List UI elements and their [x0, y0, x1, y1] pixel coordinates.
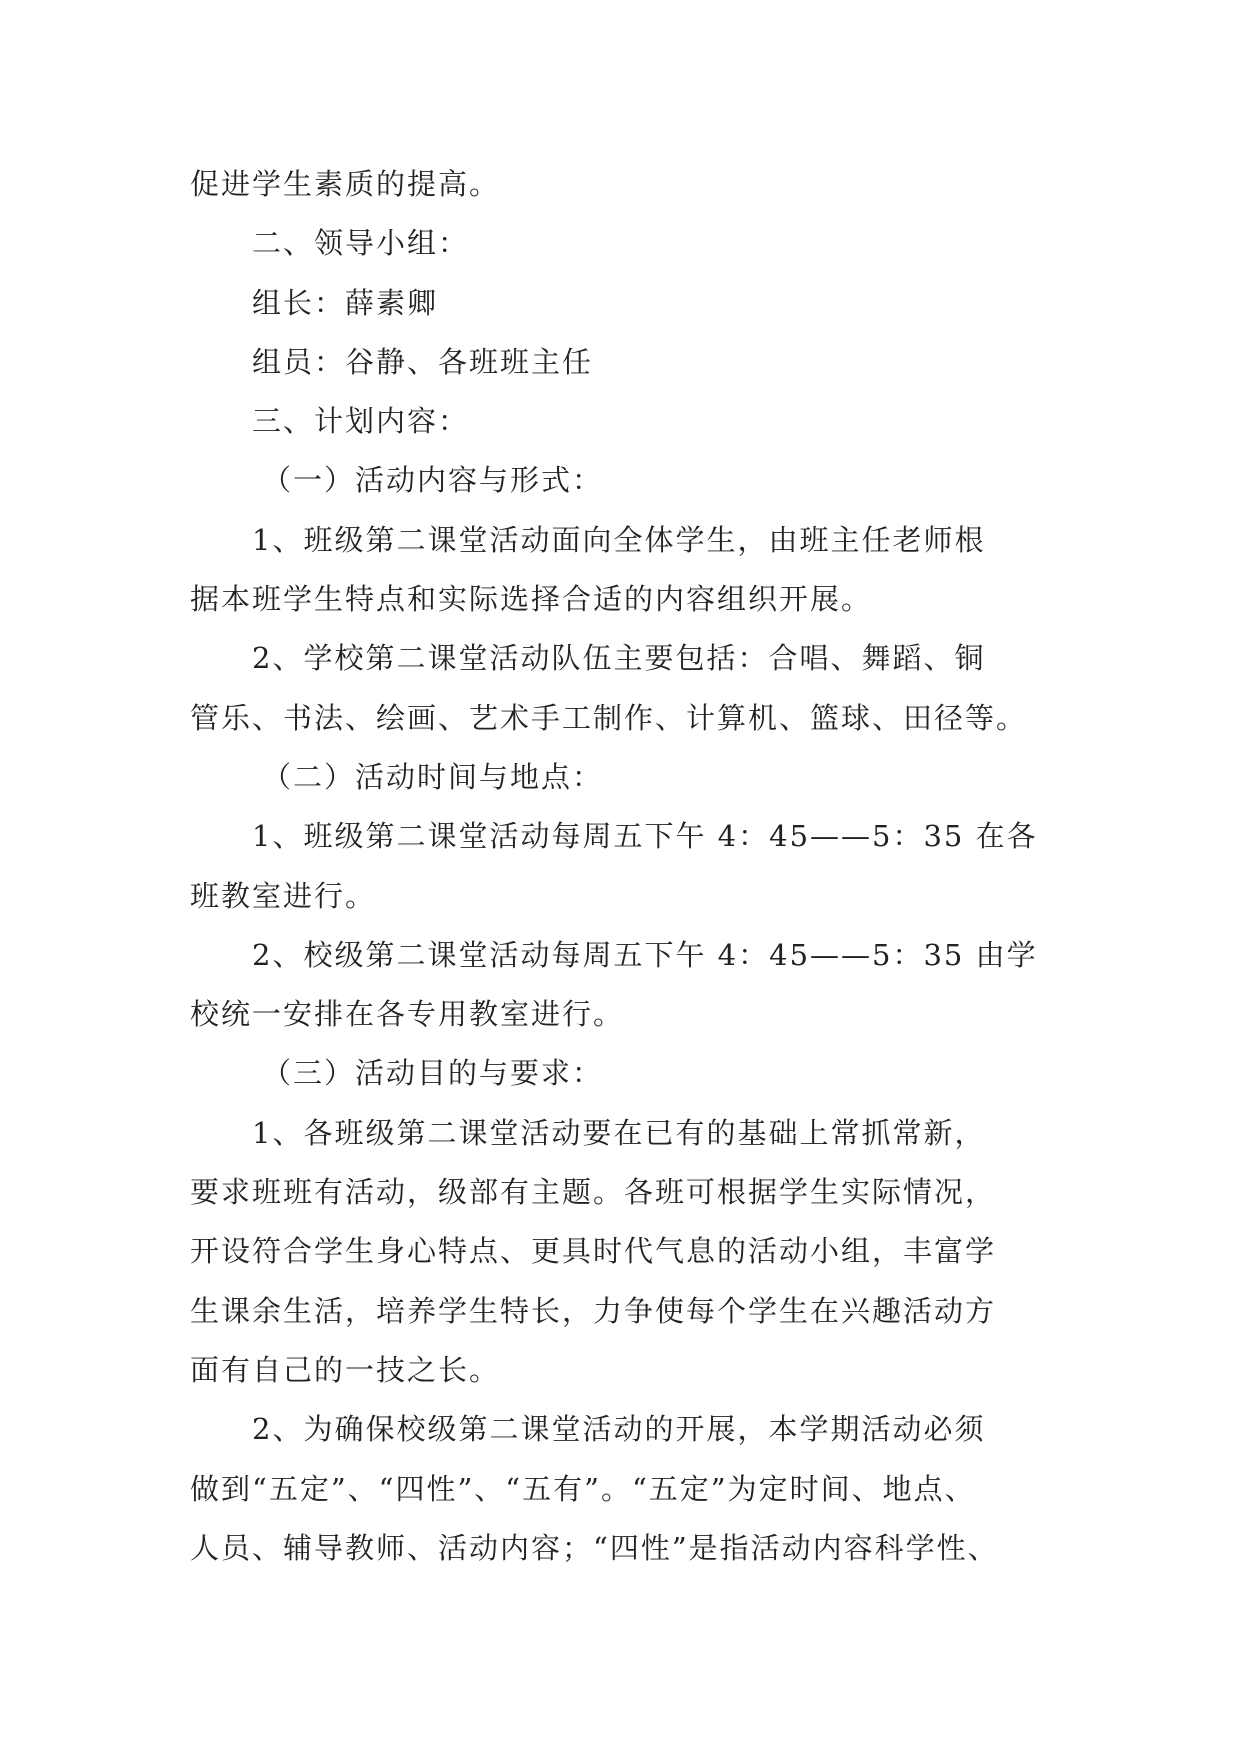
text-line: 生课余生活，培养学生特长，力争使每个学生在兴趣活动方	[190, 1293, 997, 1328]
text-line: 开设符合学生身心特点、更具时代气息的活动小组，丰富学	[190, 1234, 997, 1269]
text-line: 管乐、书法、绘画、艺术手工制作、计算机、篮球、田径等。	[190, 700, 1028, 735]
document-body	[190, 155, 1060, 1578]
text-line: 1、班级第二课堂活动每周五下午 4：45——5：35 在各	[252, 819, 1038, 854]
text-line: 1、班级第二课堂活动面向全体学生，由班主任老师根	[252, 522, 986, 557]
text-line: 组员：谷静、各班班主任	[252, 344, 594, 379]
text-line: 要求班班有活动，级部有主题。各班可根据学生实际情况，	[190, 1175, 997, 1210]
text-line: 2、校级第二课堂活动每周五下午 4：45——5：35 由学	[252, 937, 1038, 972]
subsection-heading: （三）活动目的与要求：	[262, 1056, 604, 1091]
section-heading-plan: 三、计划内容：	[252, 404, 470, 439]
text-line: 班教室进行。	[190, 878, 377, 913]
text-line: 校统一安排在各专用教室进行。	[190, 997, 625, 1032]
text-line: 据本班学生特点和实际选择合适的内容组织开展。	[190, 582, 873, 617]
text-line: 2、为确保校级第二课堂活动的开展，本学期活动必须	[252, 1412, 986, 1447]
text-line: 1、各班级第二课堂活动要在已有的基础上常抓常新，	[252, 1115, 986, 1150]
subsection-heading: （一）活动内容与形式：	[262, 463, 604, 498]
text-line: 做到“五定”、“四性”、“五有”。“五定”为定时间、地点、	[190, 1471, 976, 1506]
subsection-heading: （二）活动时间与地点：	[262, 759, 604, 794]
text-line: 组长：薛素卿	[252, 285, 439, 320]
text-line: 人员、辅导教师、活动内容；“四性”是指活动内容科学性、	[190, 1530, 999, 1565]
text-line: 2、学校第二课堂活动队伍主要包括：合唱、舞蹈、铜	[252, 641, 986, 676]
section-heading-leadership: 二、领导小组：	[252, 226, 470, 261]
text-line: 面有自己的一技之长。	[190, 1352, 501, 1387]
text-line: 促进学生素质的提高。	[190, 167, 501, 201]
